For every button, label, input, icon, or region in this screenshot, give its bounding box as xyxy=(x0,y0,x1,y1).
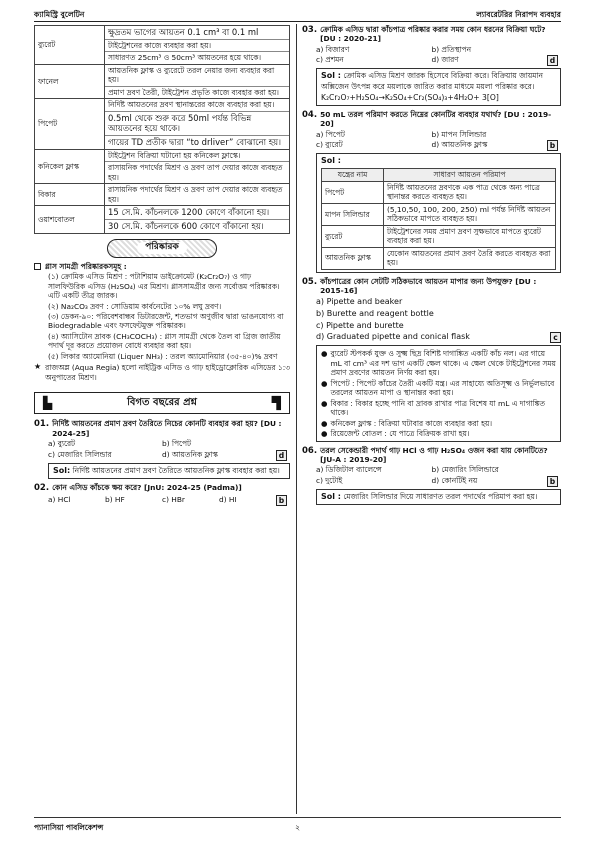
option-b: b) মেজারিং সিলিন্ডারে xyxy=(431,465,499,475)
bullet-text: বিকার : বিকার হচ্ছে পানি বা দ্রাবক রাখার পাত্র বিশেষ যা mL এ দাগাঙ্কিত থাকে। xyxy=(330,398,545,418)
equipment-name: ফানেল xyxy=(35,64,105,98)
equipment-name: ব্যুরেট xyxy=(35,26,105,65)
table-row xyxy=(322,225,556,247)
bullet-icon: ● xyxy=(321,418,328,428)
table-cell: ব্যুরেট xyxy=(322,225,384,247)
question-04 xyxy=(302,110,561,273)
square-bullet-icon xyxy=(34,263,41,270)
answer-box: c xyxy=(550,332,561,343)
desc-line: প্রমাণ দ্রবণ তৈরী, টাইট্রেশন প্রভৃতি কাজে ব্যবহার করা হয়। xyxy=(108,87,279,97)
solution-box xyxy=(316,68,561,105)
solution-text: ক্রোমিক এসিড মিশ্রণ জারক হিসেবে বিক্রিয়া করে। বিক্রিয়ায় জায়মান অক্সিজেন উৎপন্ন করে ময়লাকে জারিত করার মাধ্যমে ময়লা পরিষ্কার করে। xyxy=(321,71,543,91)
question-number: 04. xyxy=(302,109,318,120)
options xyxy=(302,297,561,343)
answer-box: b xyxy=(547,140,558,151)
desc-line: সাধারণত 25cm³ ও 50cm³ আয়তনের হয়ে থাকে। xyxy=(108,53,262,63)
equipment-name: বিকার xyxy=(35,184,105,206)
equipment-desc xyxy=(105,64,290,98)
past-questions-title: বিগত বছরের প্রশ্ন xyxy=(127,396,197,408)
list-item xyxy=(321,419,556,428)
desc-line: নির্দিষ্ট আয়তনের দ্রবণ স্থানান্তরের কাজে ব্যবহার করা হয়। xyxy=(105,99,289,111)
option-d: d) HI xyxy=(219,494,237,504)
table-cell: যেকোন আয়তনের প্রমাণ দ্রবণ তৈরি করতে ব্যবহৃত করা হয়। xyxy=(384,247,556,269)
option-a: a) Pipette and beaker xyxy=(316,297,403,307)
column-divider xyxy=(296,24,297,814)
table-row xyxy=(322,247,556,269)
table-header xyxy=(322,169,556,181)
table-cell: (5,10,50, 100, 200, 250) ml পর্যন্ত নির্দিষ্ট আয়তন সঠিকভাবে মাপতে ব্যবহৃত হয়। xyxy=(384,203,556,225)
question-text: তরল সেকেন্ডারী পদার্থ গাঢ় HCl ও গাঢ় H₂SO₄ ওজন করা যায় কোনটিতে? [JU-A : 2019-20] xyxy=(320,445,548,465)
solution-box xyxy=(316,489,561,505)
volume-table xyxy=(321,168,556,269)
desc-line: টাইট্রেশনের কাজে ব্যবহার করা হয়। xyxy=(105,40,289,52)
page-header xyxy=(34,6,561,20)
option-d: d) আয়তনিক ফ্লাস্ক xyxy=(162,449,218,459)
option-c: c) মেজারিং সিলিন্ডার xyxy=(48,449,112,459)
desc-line: 0.5ml থেকে শুরু করে 50ml পর্যন্ত বিভিন্ন আয়তনের হয়ে থাকে। xyxy=(105,112,289,137)
option-d: d) জারণ xyxy=(431,55,459,65)
desc-line: আয়তনিক ফ্লাস্ক ও ব্যুরেটে তরল নেয়ার জন্য ব্যবহার করা হয়। xyxy=(105,65,289,87)
solution-label: Sol : xyxy=(321,156,341,166)
option-c: c) প্রশমন xyxy=(316,55,344,65)
page-number: ২ xyxy=(295,822,300,832)
list-item xyxy=(321,379,556,398)
bullet-text: রিয়েজেন্ট বোতল : যে পাত্রে বিক্রিয়ক রাখা হয়। xyxy=(330,429,470,439)
list-item xyxy=(321,429,556,438)
solution-text: মেজারিং সিলিন্ডার দিয়ে সাধারণত তরল পদার্থের পরিমাপ করা হয়। xyxy=(343,491,538,501)
cleaner-title-text: গ্লাস সামগ্রী পরিষ্কারকসমূহ : xyxy=(45,261,127,271)
table-row xyxy=(322,181,556,203)
question-number: 05. xyxy=(302,276,318,287)
header-left: ক্যামিস্ট্রি বুলেটিন xyxy=(34,10,85,20)
option-b: b) HF xyxy=(105,494,125,504)
aqua-regia-text: রাজঅম্ল (Aqua Regia) হলো নাইট্রিক এসিড ও গাঢ় হাইড্রোক্লোরিক এসিডের ১:৩ অনুপাতের মিশ্রণ। xyxy=(45,363,290,382)
header-rule xyxy=(34,21,561,22)
bullet-icon: ● xyxy=(321,398,328,408)
bullet-icon: ● xyxy=(321,349,328,359)
bullet-text: পিপেট : পিপেট কাঁচের তৈরী একটি যন্ত্র। এর সাহায্যে অতিসূক্ষ্ম ও নির্ভুলভাবে তরলের আয়তন মাপা ও স্থানান্তর করা হয়। xyxy=(330,378,555,398)
question-06 xyxy=(302,446,561,506)
list-item xyxy=(321,349,556,377)
footer-rule xyxy=(34,817,561,818)
table-row xyxy=(35,149,290,183)
past-questions-banner xyxy=(34,392,290,414)
table-cell: আয়তনিক ফ্লাস্ক xyxy=(322,247,384,269)
table-row xyxy=(35,64,290,98)
aqua-regia-note xyxy=(34,363,290,382)
equipment-desc xyxy=(105,184,290,206)
star-icon: ★ xyxy=(34,362,42,372)
option-c: c) Pipette and burette xyxy=(316,320,404,330)
question-text: কাঁচপাত্রের কোন সেটটি সঠিকভাবে আয়তন মাপার জন্য উপযুক্ত? [DU : 2015-16] xyxy=(320,276,537,296)
question-text: কোন এসিড কাঁচকে ক্ষয় করে? [JnU: 2024-25 (Padma)] xyxy=(52,482,242,492)
option-a: a) ব্যুরেট xyxy=(48,439,76,449)
solution-text: নির্দিষ্ট আয়তনের প্রমাণ দ্রবণ তৈরিতে আয়তনিক ফ্লাস্ক ব্যবহার করা হয়। xyxy=(72,465,280,475)
list-item xyxy=(321,399,556,418)
corner-bracket-icon: ▜ xyxy=(271,395,281,410)
cleaner-item: (৫) লিকার অ্যামোনিয়া (Liquer NH₃) : তরল অ্যামোনিয়ার (৩৫-৪০)% দ্রবণ xyxy=(48,351,278,361)
answer-box: d xyxy=(276,450,287,461)
option-b: b) পিপেট xyxy=(162,439,192,449)
cleaner-item: (৪) অ্যাসিটোন দ্রাবক (CH₃COCH₃) : গ্লাস সামগ্রী থেকে তৈল বা গ্রিজ জাতীয় পদার্থ দূর করতে প্রয়োজন বোধে ব্যবহার করা হয়। xyxy=(48,331,281,351)
publisher-name: প্যানাসিয়া পাবলিকেশন্স xyxy=(34,822,104,832)
option-b: b) Burette and reagent bottle xyxy=(316,308,434,318)
question-number: 03. xyxy=(302,25,318,35)
options xyxy=(302,45,561,66)
equipment-name: কনিকেল ফ্লাস্ক xyxy=(35,149,105,183)
table-row xyxy=(35,26,290,65)
question-text: ক্রোমিক এসিড দ্বারা কাঁচপাত্র পরিষ্কার করার সময় কোন ধরনের বিক্রিয়া ঘটে? [DU : 2020-21] xyxy=(320,25,546,44)
equipment-desc xyxy=(105,99,290,150)
options xyxy=(302,465,561,486)
table-row xyxy=(35,99,290,150)
equipment-desc xyxy=(105,26,290,65)
option-d: d) কোনটিই নয় xyxy=(431,475,478,485)
desc-line: রাসায়নিক পদার্থের মিশ্রণ ও দ্রবণ তাপ দেয়ার কাজে ব্যবহৃত হয়। xyxy=(108,163,283,182)
right-column xyxy=(302,25,561,812)
table-cell: পিপেট xyxy=(322,181,384,203)
options xyxy=(34,495,290,506)
cleaner-section-title xyxy=(34,262,290,271)
option-a: a) ডিজিটাল ব্যালেন্সে xyxy=(316,465,382,475)
option-c: c) ব্যুরেট xyxy=(316,140,343,150)
option-c: c) HBr xyxy=(162,494,185,504)
table-cell: টাইট্রেশনের সময় প্রমাণ দ্রবণ সুক্ষভাবে মাপতে ব্যুরেট ব্যবহার করা হয়। xyxy=(384,225,556,247)
cleaner-banner-text: পরিষ্কারক xyxy=(137,242,187,254)
desc-line: টাইট্রেশন বিক্রিয়া ঘটানো হয় কনিকেল ফ্লাস্কে। xyxy=(105,150,289,162)
equipment-table xyxy=(34,25,290,234)
desc-line: গায়ের TD প্রতীক দ্বারা “to drliver” বোঝানো হয়। xyxy=(108,137,282,148)
question-03 xyxy=(302,25,561,106)
answer-box: b xyxy=(547,476,558,487)
bullet-text: ব্যুরেট স্টপকর্ক যুক্ত ও সুক্ষ্ম ছিদ্র বিশিষ্ট দাগাঙ্কিত একটি কাঁচ নল। এর গায়ে mL বা cm³ এর দশ ভাগ একটি ক্ষেল থাকে। এ ক্ষেল থেকে টাইট্রেশনের সময় প্রমাণ দ্রবণের আয়তন নির্ণয় করা হয়। xyxy=(330,349,556,378)
bullet-text: কনিকেল ফ্লাস্ক : বিক্রিয়া ঘটাবার কাজে ব্যবহার করা হয়। xyxy=(330,418,493,428)
solution-label: Sol : xyxy=(321,491,341,501)
solution-box xyxy=(316,153,561,272)
answer-box: d xyxy=(547,55,558,66)
option-a: a) HCl xyxy=(48,494,71,504)
left-column xyxy=(34,25,290,812)
question-02 xyxy=(34,483,290,506)
options xyxy=(302,130,561,151)
column-header: সাধারণ আয়তন পরিমাপ xyxy=(384,169,556,181)
options xyxy=(34,439,290,460)
option-b: b) মাপন সিলিন্ডার xyxy=(431,129,487,139)
cleaner-item: (২) Na₂CO₃ দ্রবণ : সোডিয়াম কার্বনেটের ১০% লঘু দ্রবণ। xyxy=(48,301,222,311)
solution-box xyxy=(48,463,290,479)
question-text: 50 mL তরল পরিমাণ করতে নিম্নের কোনটির ব্যবহার যথার্থ? [DU : 2019-20] xyxy=(320,109,552,129)
option-a: a) পিপেট xyxy=(316,129,345,139)
reaction-equation: K₂Cr₂O₇+H₂SO₄→K₂SO₄+Cr₂(SO₄)₃+4H₂O+ 3[O] xyxy=(321,93,499,103)
header-right: ল্যাবরেটরির নিরাপদ ব্যবহার xyxy=(476,10,561,20)
cleaner-banner xyxy=(107,239,217,258)
page-footer xyxy=(34,823,561,832)
bullet-icon: ● xyxy=(321,378,328,388)
question-text: নির্দিষ্ট আয়তনের প্রমাণ দ্রবণ তৈরিতে নিচের কোনটি ব্যবহার করা হয়? [DU : 2024-25] xyxy=(52,419,282,438)
column-header: যন্ত্রের নাম xyxy=(322,169,384,181)
equipment-desc xyxy=(105,206,290,234)
solution-label: Sol : xyxy=(321,71,341,81)
equipment-desc xyxy=(105,149,290,183)
table-row xyxy=(35,206,290,234)
option-d: d) Graduated pipette and conical flask xyxy=(316,332,470,342)
answer-box: b xyxy=(276,495,287,506)
question-05 xyxy=(302,277,561,442)
option-a: a) বিজারণ xyxy=(316,44,350,54)
desc-line: 15 সে.মি. কাঁচনলকে 1200 কোণে বাঁকানো হয়। xyxy=(105,206,289,220)
table-row xyxy=(35,184,290,206)
desc-line: রাসায়নিক পদার্থের মিশ্রণ ও দ্রবণ তাপ দেয়ার কাজে ব্যবহৃত হয়। xyxy=(108,185,283,204)
question-01 xyxy=(34,419,290,479)
solution-box xyxy=(316,345,561,441)
option-d: d) আয়তনিক ফ্লাস্ক xyxy=(431,140,488,150)
question-number: 02. xyxy=(34,482,50,493)
table-cell: নির্দিষ্ট আয়তনের দ্রবণকে এক পাত্র থেকে অন্য পাত্রে স্থানান্তর করতে ব্যবহৃত হয়। xyxy=(384,181,556,203)
option-c: c) দুটোই xyxy=(316,475,343,485)
equipment-name: পিপেট xyxy=(35,99,105,150)
corner-bracket-icon: ▙ xyxy=(43,395,53,410)
table-cell: মাপন সিলিন্ডার xyxy=(322,203,384,225)
bullet-icon: ● xyxy=(321,429,328,439)
table-row xyxy=(322,203,556,225)
question-number: 06. xyxy=(302,445,318,456)
question-number: 01. xyxy=(34,419,50,430)
option-b: b) প্রতিস্থাপন xyxy=(431,44,472,54)
cleaner-item: (১) ক্রোমিক এসিড মিশ্রণ : পটাশিয়াম ডাইক্রোমেট (K₂Cr₂O₇) ও গাঢ় সালফিউরিক এসিড (H₂SO₄) এর মিশ্রণ। গ্লাসসামগ্রীর জন্য সর্বোত্তম পরিষ্কারক। এটি একটি তীব্র জারক। xyxy=(48,272,280,301)
cleaner-item: (৩) ডেকন-৯০: পরিবেশবান্ধব ডিটারজেন্ট, শতভাগ অণুজীব দ্বারা ভাঙনযোগ্য বা Biodegradable এবং ফসফেটমুক্ত পরিষ্কারক। xyxy=(48,312,284,331)
desc-line: ক্ষুদ্রতম ভাগের আয়তন 0.1 cm³ বা 0.1 ml xyxy=(105,26,289,40)
desc-line: 30 সে.মি. কাঁচনলকে 600 কোণে বাঁকানো হয়। xyxy=(108,220,264,231)
solution-label: Sol: xyxy=(53,465,71,475)
equipment-name: ওয়াশবোতল xyxy=(35,206,105,234)
